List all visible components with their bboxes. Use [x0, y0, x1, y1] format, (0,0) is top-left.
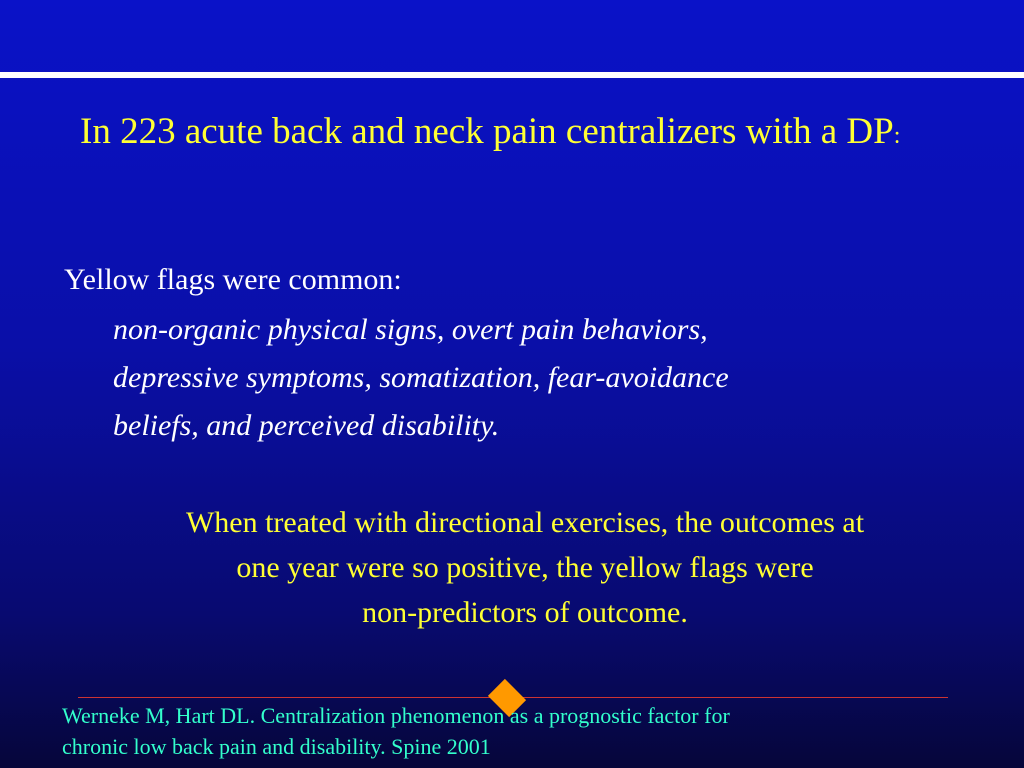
slide-title	[80, 108, 960, 160]
conclusion-text	[50, 500, 1000, 635]
yellow-flags-line: depressive symptoms, somatization, fear-avoidance	[113, 361, 729, 394]
citation-line: Werneke M, Hart DL. Centralization phenomenon as a prognostic factor for	[62, 703, 730, 728]
yellow-flags-list	[113, 306, 973, 450]
slide-title-text: In 223 acute back and neck pain centralizers with a DP	[80, 111, 894, 152]
conclusion-line: When treated with directional exercises, the outcomes at	[185, 506, 865, 539]
yellow-flags-heading: Yellow flags were common:	[64, 263, 402, 296]
citation-line: chronic low back pain and disability. Spine 2001	[62, 734, 491, 759]
slide-title-colon: :	[893, 123, 901, 149]
yellow-flags-line: beliefs, and perceived disability.	[113, 409, 500, 442]
conclusion-line: non-predictors of outcome.	[362, 596, 688, 629]
top-divider	[0, 72, 1024, 78]
citation	[62, 700, 962, 762]
conclusion-line: one year were so positive, the yellow flags were	[236, 551, 814, 584]
yellow-flags-line: non-organic physical signs, overt pain behaviors,	[113, 313, 708, 346]
